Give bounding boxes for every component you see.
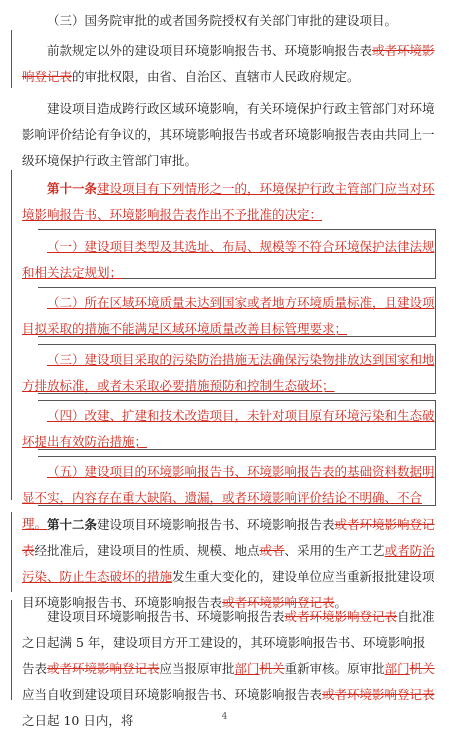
change-bar: [11, 170, 12, 500]
article-heading: 第十二条: [47, 517, 98, 532]
paragraph-cross-region: 建设项目造成跨行政区域环境影响，有关环境保护行政主管部门对环境影响评价结论有争议的，其环境影响报告书或者环境影响报告表由共同上一级环境保护行政主管部门审批。: [22, 101, 435, 168]
paragraph-approval-authority: 前款规定以外的建设项目环境影响报告书、环境影响报告表或者环境影响登记表的审批权限，由省、自治区、直辖市人民政府规定。: [22, 43, 435, 84]
article-11-item-3: （三）建设项目采取的污染防治措施无法确保污染物排放达到国家和地方排放标准，或者未采取必要措施预防和控制生态破坏；: [22, 352, 435, 393]
page-number: 4: [221, 712, 228, 722]
deleted-text: 或者环境影响登记表: [22, 43, 435, 84]
article-11-item-1: （一）建设项目类型及其选址、布局、规模等不符合环境保护法律法规和相关法定规划；: [22, 239, 435, 280]
inserted-text: 部门: [234, 661, 260, 676]
inserted-text: 部门: [384, 661, 410, 676]
change-bar: [11, 512, 12, 592]
change-bar: [11, 30, 12, 88]
deleted-text: 或者环境影响登记表: [284, 609, 398, 624]
article-12: 第十二条建设项目环境影响报告书、环境影响报告表或者环境影响登记表经批准后，建设项目的性质、规模、地点或者、采用的生产工艺或者防治污染、防止生态破坏的措施发生重大变化的，建设单位应当重新报批建设项目环境影响报告书、环境影响报告表或者环境影响登记表。: [22, 517, 435, 610]
inserted-text: 或者防治污染、防止生态破坏的措施: [22, 543, 435, 584]
deleted-text: 或者环境影响登记表: [22, 517, 435, 558]
article-11-item-2: （二）所在区域环境质量未达到国家或者地方环境质量标准，且建设项目拟采取的措施不能满足区域环境质量改善目标管理要求；: [22, 295, 435, 336]
article-11: 第十一条建设项目有下列情形之一的，环境保护行政主管部门应当对环境影响报告书、环境影响报告表作出不予批准的决定：: [22, 181, 435, 222]
article-heading: 第十一条: [47, 181, 98, 196]
deleted-text: 或者环境影响登记表: [47, 661, 160, 676]
paragraph-item-3: （三）国务院审批的或者国务院授权有关部门审批的建设项目。: [47, 13, 398, 28]
deleted-text: 或者环境影响登记表: [222, 595, 335, 610]
article-11-item-4: （四）改建、扩建和技术改造项目，未针对项目原有环境污染和生态破坏提出有效防治措施；: [22, 408, 435, 449]
deleted-text: 机关: [409, 661, 435, 676]
paragraph-five-years: 建设项目环境影响报告书、环境影响报告表或者环境影响登记表自批准之日起满 5 年，建设项目方开工建设的，其环境影响报告书、环境影响报告表或者环境影响登记表应当报原审批部门机关重新审核。原审批部门机关应当自收到建设项目环境影响报告书、环境影响报告表或者环境影响登记表之日起 10 日内，将: [22, 609, 435, 728]
article-11-item-5: （五）建设项目的环境影响报告书、环境影响报告表的基础资料数据明显不实，内容存在重大缺陷、遗漏，或者环境影响评价结论不明确、不合理。: [22, 464, 435, 531]
deleted-text: 或者环境影响登记表: [322, 687, 435, 702]
deleted-text: 机关: [259, 661, 285, 676]
deleted-text: 或者: [259, 543, 285, 558]
change-bar: [11, 600, 12, 700]
